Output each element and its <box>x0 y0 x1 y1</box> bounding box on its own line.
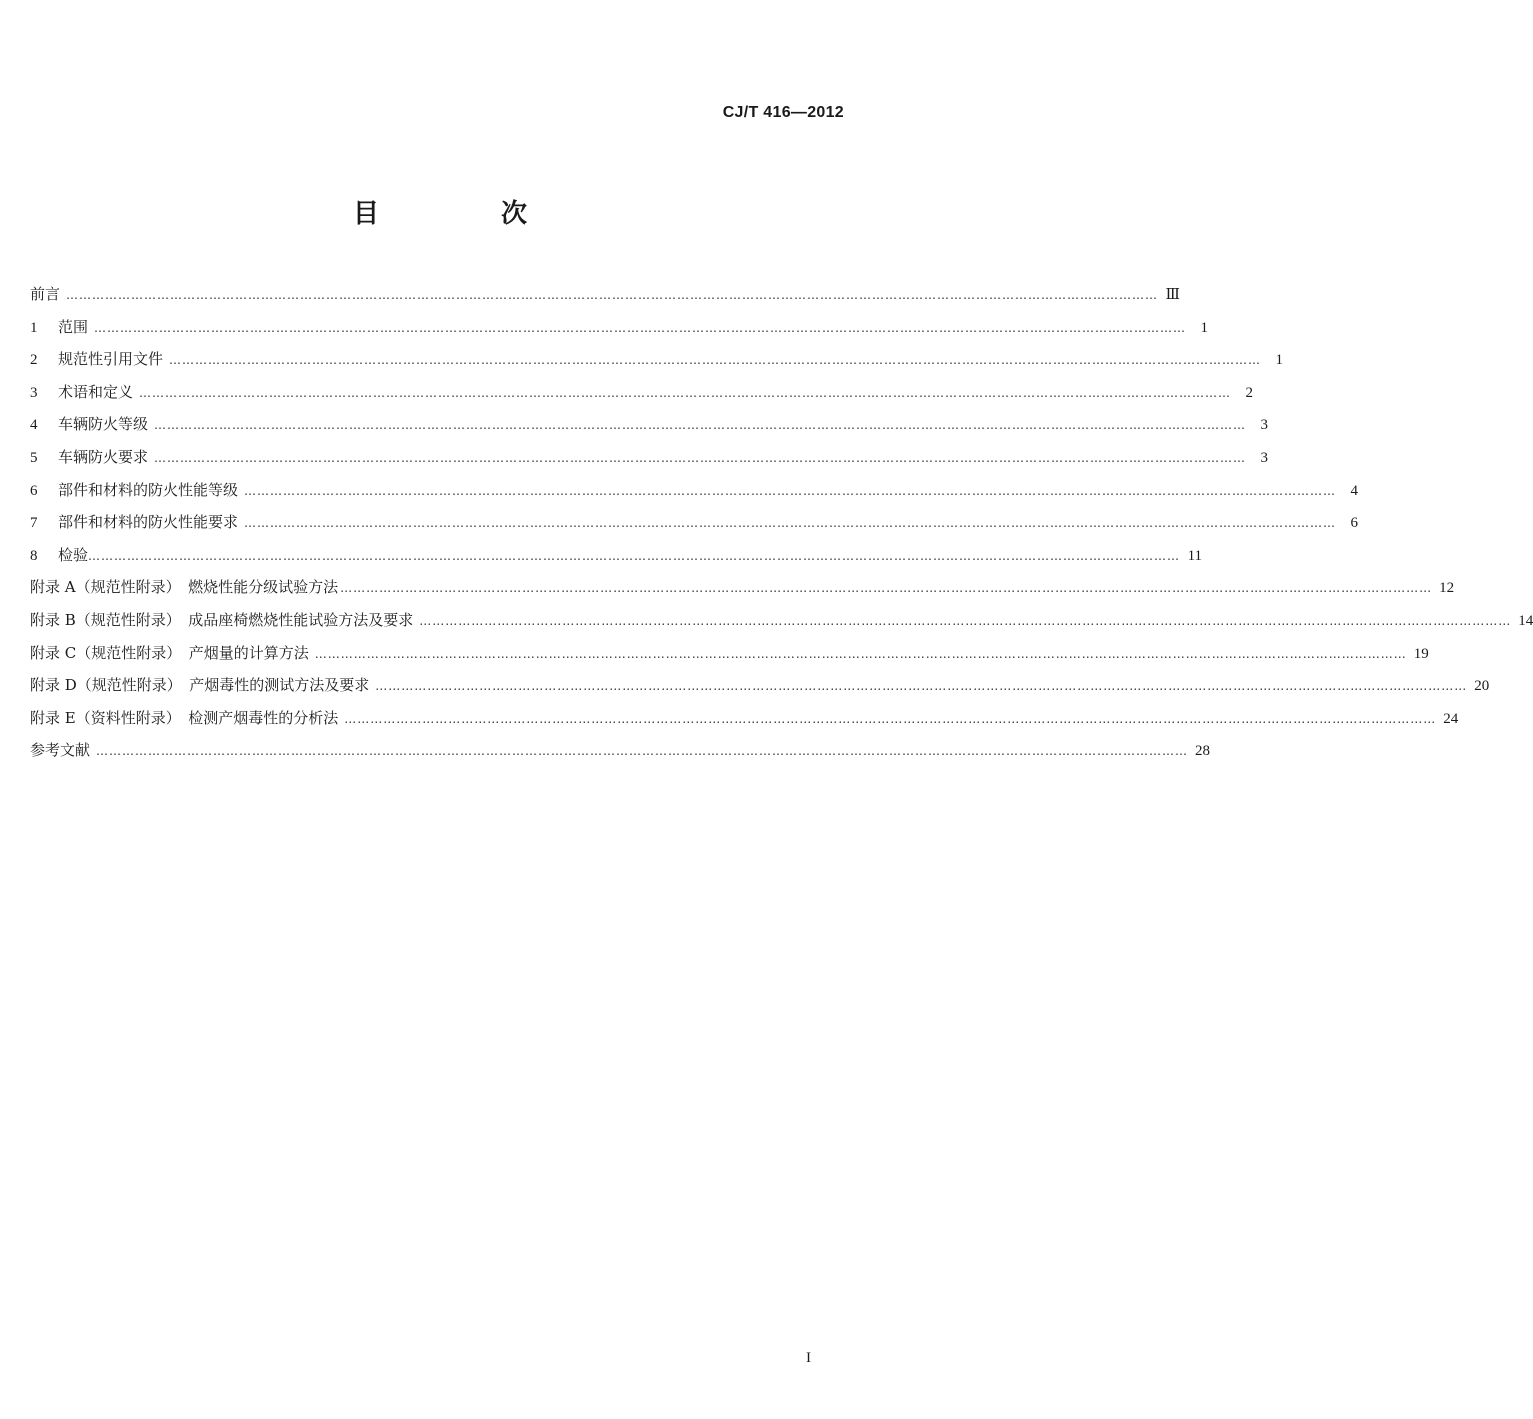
toc-entry-label: 参考文献 <box>30 741 91 760</box>
toc-entry[interactable] <box>30 639 1429 672</box>
toc-entry-number: 8 <box>30 547 38 564</box>
toc-leader-dots: ……………………………………………………………………………………………………………………………………………………………………………………………………………………………… <box>244 516 1337 531</box>
standard-code: CJ/T 416—2012 <box>722 104 844 121</box>
toc-entry-page: 20 <box>1474 678 1490 695</box>
toc-leader-dots: ……………………………………………………………………………………………………………………………………………………………………………………………………………………………… <box>419 613 1512 628</box>
toc-entry[interactable] <box>30 704 1459 737</box>
toc-leader-dots: ……………………………………………………………………………………………………………………………………………………………………………………………………………………………… <box>96 744 1189 759</box>
toc-leader-dots: ……………………………………………………………………………………………………………………………………………………………………………………………………………………………… <box>94 320 1187 335</box>
toc-entry-page: 2 <box>1245 384 1254 401</box>
toc-entry[interactable] <box>30 541 1203 574</box>
toc-leader-dots: ……………………………………………………………………………………………………………………………………………………………………………………………………………………………… <box>139 385 1232 400</box>
toc-entry-number: 6 <box>30 482 38 499</box>
toc-entry-label: 规范性引用文件 <box>58 350 164 369</box>
toc-entry-page: 1 <box>1200 319 1209 336</box>
toc-entry-label: 车辆防火等级 <box>58 415 149 434</box>
toc-entry-page: 1 <box>1275 352 1284 369</box>
toc-entry[interactable] <box>30 508 1359 541</box>
toc-entry-page: 28 <box>1195 743 1211 760</box>
toc-entry-number: 4 <box>30 417 38 434</box>
toc-entry[interactable] <box>30 410 1269 443</box>
toc-entry[interactable] <box>30 671 1490 704</box>
toc-entry-label: 附录 B（规范性附录） 成品座椅燃烧性能试验方法及要求 <box>30 610 414 629</box>
toc-entry[interactable] <box>30 736 1211 769</box>
toc-entry-page: Ⅲ <box>1165 287 1181 303</box>
toc-leader-dots: ……………………………………………………………………………………………………………………………………………………………………………………………………………………………… <box>314 646 1407 661</box>
toc-leader-dots: ……………………………………………………………………………………………………………………………………………………………………………………………………………………………… <box>340 581 1433 596</box>
toc-entry-page: 14 <box>1518 612 1533 629</box>
toc-entry[interactable] <box>30 606 1533 639</box>
toc-entry-page: 6 <box>1350 515 1359 532</box>
toc-entry-label: 术语和定义 <box>58 382 134 401</box>
toc-entry[interactable] <box>30 476 1359 509</box>
toc-entry-label: 附录 C（规范性附录） 产烟量的计算方法 <box>30 643 309 662</box>
toc-entry-label: 附录 A（规范性附录） 燃烧性能分级试验方法 <box>30 578 339 597</box>
toc-leader-dots: ……………………………………………………………………………………………………………………………………………………………………………………………………………………………… <box>244 483 1337 498</box>
toc-leader-dots: ……………………………………………………………………………………………………………………………………………………………………………………………………………………………… <box>344 711 1437 726</box>
toc-entry-number: 2 <box>30 352 38 369</box>
toc-entry-label: 部件和材料的防火性能等级 <box>58 480 239 499</box>
toc-entry-label: 前言 <box>30 285 61 303</box>
toc-entry-label: 附录 D（规范性附录） 产烟毒性的测试方法及要求 <box>30 676 370 695</box>
page-number: I <box>806 1350 811 1366</box>
toc-entry-page: 12 <box>1439 580 1455 597</box>
toc-entry[interactable] <box>30 313 1209 346</box>
toc-entry-page: 11 <box>1187 547 1203 564</box>
toc-entry-label: 附录 E（资料性附录） 检测产烟毒性的分析法 <box>30 708 339 727</box>
toc-leader-dots: ……………………………………………………………………………………………………………………………………………………………………………………………………………………………… <box>88 548 1181 563</box>
toc-leader-dots: ……………………………………………………………………………………………………………………………………………………………………………………………………………………………… <box>66 288 1159 302</box>
toc-entry[interactable] <box>30 345 1284 378</box>
toc-leader-dots: ……………………………………………………………………………………………………………………………………………………………………………………………………………………………… <box>154 418 1247 433</box>
toc-entry[interactable] <box>30 443 1269 476</box>
page-title: 目 次 <box>352 199 575 229</box>
toc-entry[interactable] <box>30 280 1181 313</box>
toc-entry-number: 5 <box>30 449 38 466</box>
toc-entry-number: 1 <box>30 319 38 336</box>
toc-entry-page: 3 <box>1260 417 1269 434</box>
toc-leader-dots: ……………………………………………………………………………………………………………………………………………………………………………………………………………………………… <box>169 353 1262 368</box>
toc-entry-label: 检验 <box>58 545 89 564</box>
toc-entry-page: 4 <box>1350 482 1359 499</box>
toc-entry-page: 24 <box>1443 710 1459 727</box>
toc-entry-label: 车辆防火要求 <box>58 447 149 466</box>
toc-leader-dots: ……………………………………………………………………………………………………………………………………………………………………………………………………………………………… <box>375 679 1468 694</box>
table-of-contents <box>30 280 1533 769</box>
toc-entry-label: 范围 <box>58 317 89 336</box>
toc-entry-page: 3 <box>1260 449 1269 466</box>
toc-leader-dots: ……………………………………………………………………………………………………………………………………………………………………………………………………………………………… <box>154 450 1247 465</box>
toc-entry-label: 部件和材料的防火性能要求 <box>58 513 239 532</box>
toc-entry[interactable] <box>30 573 1455 606</box>
toc-entry[interactable] <box>30 378 1254 411</box>
toc-entry-number: 7 <box>30 515 38 532</box>
toc-entry-page: 19 <box>1413 645 1429 662</box>
toc-entry-number: 3 <box>30 384 38 401</box>
